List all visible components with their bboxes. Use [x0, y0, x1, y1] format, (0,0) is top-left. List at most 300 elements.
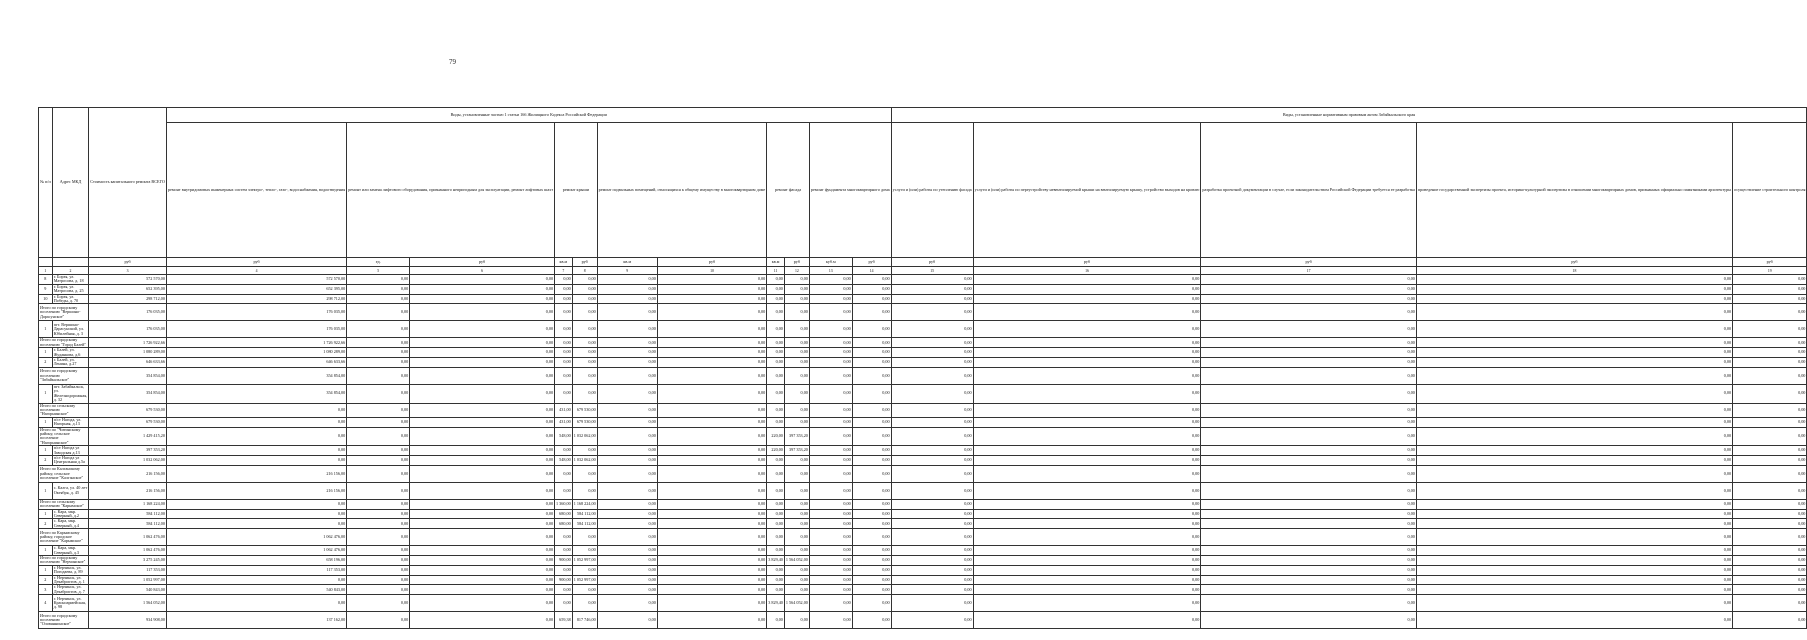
value-cell: 0,00 — [1201, 367, 1417, 384]
value-cell: 0,00 — [572, 384, 597, 403]
value-cell: 0,00 — [891, 384, 973, 403]
value-cell: 0,00 — [767, 565, 785, 575]
value-cell: 0,00 — [784, 519, 809, 529]
value-cell: 216 156,00 — [89, 482, 167, 499]
value-cell: 0,00 — [347, 417, 410, 427]
value-cell: 0,00 — [767, 321, 785, 338]
value-cell: 584 112,00 — [572, 519, 597, 529]
value-cell: 397 353,20 — [784, 446, 809, 456]
value-cell: 0,00 — [347, 294, 410, 304]
table-row — [39, 565, 1807, 575]
value-cell: 0,00 — [1416, 294, 1732, 304]
value-cell: 0,00 — [973, 304, 1201, 321]
table-row — [39, 275, 1807, 285]
value-cell: 298 712,00 — [89, 294, 167, 304]
value-cell: 0,00 — [809, 384, 852, 403]
value-cell: 0,00 — [784, 529, 809, 546]
value-cell: 0,00 — [347, 499, 410, 509]
value-cell: 431,00 — [555, 403, 573, 417]
value-cell: 0,00 — [1416, 304, 1732, 321]
value-cell: 572 570,00 — [166, 275, 346, 285]
unit-cell: руб — [657, 258, 766, 267]
value-cell: 1 062 476,00 — [89, 546, 167, 556]
value-cell: 0,00 — [1416, 427, 1732, 446]
value-cell: 0,00 — [809, 585, 852, 595]
value-cell: 0,00 — [1733, 427, 1807, 446]
value-cell: 0,00 — [657, 384, 766, 403]
value-cell: 0,00 — [784, 284, 809, 294]
subtotal-row — [39, 612, 1807, 629]
value-cell: 0,00 — [657, 519, 766, 529]
value-cell: 397 353,20 — [784, 427, 809, 446]
value-cell: 0,00 — [555, 595, 573, 612]
value-cell: 0,00 — [1201, 612, 1417, 629]
subtotal-label: Итого по городскому поселению "Вершино-Дарасунское" — [39, 304, 89, 321]
value-cell: 0,00 — [657, 348, 766, 358]
value-cell: 0,00 — [410, 417, 555, 427]
value-cell: 0,00 — [891, 417, 973, 427]
group-header-row — [39, 108, 1807, 123]
value-cell: 0,00 — [597, 546, 657, 556]
value-cell: 0,00 — [973, 358, 1201, 368]
value-cell: 1 062 476,00 — [166, 529, 346, 546]
value-cell: 0,00 — [657, 427, 766, 446]
value-cell: 0,00 — [597, 321, 657, 338]
value-cell: 216 156,00 — [89, 465, 167, 482]
value-cell: 0,00 — [852, 358, 891, 368]
value-cell: 0,00 — [1201, 585, 1417, 595]
value-cell: 584 112,00 — [572, 509, 597, 519]
subtotal-row — [39, 367, 1807, 384]
value-cell: 176 035,00 — [89, 304, 167, 321]
value-cell: 0,00 — [410, 367, 555, 384]
table-row — [39, 546, 1807, 556]
column-number-cell: 10 — [657, 267, 766, 275]
table-row — [39, 595, 1807, 612]
value-cell: 0,00 — [1201, 446, 1417, 456]
value-cell: 0,00 — [1201, 499, 1417, 509]
value-cell: 0,00 — [347, 358, 410, 368]
value-cell: 0,00 — [410, 427, 555, 446]
row-number-cell: 9 — [39, 284, 53, 294]
col-header-construction-control: осуществление строительного контроля — [1733, 123, 1807, 258]
value-cell: 0,00 — [572, 546, 597, 556]
value-cell: 0,00 — [347, 556, 410, 566]
value-cell: 0,00 — [891, 499, 973, 509]
value-cell: 0,00 — [809, 509, 852, 519]
value-cell: 0,00 — [347, 384, 410, 403]
value-cell: 0,00 — [852, 509, 891, 519]
column-number-cell: 13 — [809, 267, 852, 275]
value-cell: 900,00 — [555, 556, 573, 566]
value-cell: 0,00 — [891, 529, 973, 546]
value-cell: 0,00 — [852, 595, 891, 612]
column-number-cell: 6 — [410, 267, 555, 275]
value-cell: 658 196,00 — [166, 556, 346, 566]
unit-cell: кв.м — [597, 258, 657, 267]
value-cell: 0,00 — [572, 284, 597, 294]
value-cell: 0,00 — [1201, 403, 1417, 417]
subtotal-label: Итого по Калганскому району, сельское поселение "Калганское" — [39, 465, 89, 482]
value-cell: 431,00 — [555, 417, 573, 427]
value-cell: 0,00 — [784, 338, 809, 348]
address-cell: пгт. Забайкальск, ул. Железнодорожная, д. 32 — [53, 383, 88, 403]
value-cell: 0,00 — [555, 585, 573, 595]
value-cell: 0,00 — [784, 358, 809, 368]
value-cell: 0,00 — [572, 367, 597, 384]
value-cell: 0,00 — [597, 304, 657, 321]
value-cell: 679 530,00 — [572, 403, 597, 417]
value-cell: 0,00 — [767, 338, 785, 348]
subtotal-row — [39, 304, 1807, 321]
value-cell: 0,00 — [784, 546, 809, 556]
row-number-cell: 2 — [39, 519, 53, 529]
value-cell: 0,00 — [347, 612, 410, 629]
value-cell: 0,00 — [347, 529, 410, 546]
value-cell: 0,00 — [891, 321, 973, 338]
value-cell: 1 080 289,00 — [166, 348, 346, 358]
address-cell: г. Борзя, ул. Матросова, д. 18 — [52, 275, 89, 285]
value-cell: 0,00 — [852, 585, 891, 595]
value-cell: 0,00 — [809, 455, 852, 465]
value-cell: 0,00 — [657, 358, 766, 368]
value-cell: 0,00 — [657, 417, 766, 427]
value-cell: 0,00 — [597, 585, 657, 595]
value-cell: 934 908,00 — [89, 612, 167, 629]
value-cell: 0,00 — [1416, 546, 1732, 556]
value-cell: 0,00 — [572, 529, 597, 546]
value-cell: 0,00 — [1733, 348, 1807, 358]
value-cell: 0,00 — [657, 529, 766, 546]
value-cell: 0,00 — [852, 612, 891, 629]
value-cell: 1 429 415,20 — [89, 427, 167, 446]
value-cell: 216 156,00 — [166, 465, 346, 482]
address-cell: п/ст Нагода ул Заводская д.13 — [52, 446, 89, 456]
value-cell: 0,00 — [1733, 455, 1807, 465]
value-cell: 0,00 — [973, 294, 1201, 304]
value-cell: 0,00 — [555, 321, 573, 338]
value-cell: 0,00 — [597, 509, 657, 519]
value-cell: 0,00 — [347, 455, 410, 465]
value-cell: 0,00 — [597, 612, 657, 629]
value-cell: 0,00 — [973, 595, 1201, 612]
value-cell: 0,00 — [767, 348, 785, 358]
value-cell: 0,00 — [410, 575, 555, 585]
value-cell: 0,00 — [973, 338, 1201, 348]
value-cell: 0,00 — [767, 509, 785, 519]
value-cell: 0,00 — [852, 294, 891, 304]
value-cell: 0,00 — [555, 338, 573, 348]
value-cell: 0,00 — [410, 465, 555, 482]
value-cell: 0,00 — [1416, 348, 1732, 358]
subtotal-row — [39, 499, 1807, 509]
table-row — [39, 358, 1807, 368]
value-cell: 0,00 — [597, 367, 657, 384]
subtotal-label: Итого по городскому поселению "Нерчинское" — [39, 556, 89, 566]
address-cell: г. Нерчинск, ул. Погодаева, д. 89 — [52, 565, 89, 575]
column-header-row — [39, 123, 1807, 258]
value-cell: 0,00 — [1201, 358, 1417, 368]
value-cell: 0,00 — [809, 546, 852, 556]
value-cell: 0,00 — [809, 595, 852, 612]
value-cell: 0,00 — [657, 585, 766, 595]
unit-cell: кв.м — [555, 258, 573, 267]
value-cell: 0,00 — [597, 403, 657, 417]
value-cell: 0,00 — [1733, 284, 1807, 294]
value-cell: 0,00 — [657, 338, 766, 348]
value-cell: 0,00 — [347, 367, 410, 384]
value-cell: 220,00 — [767, 427, 785, 446]
capital-repair-table-container — [38, 107, 1807, 629]
subtotal-label: Итого по городскому поселению "Город Балей" — [39, 338, 89, 348]
col-header-total-cost: Стоимость капитального ремонта ВСЕГО — [89, 108, 167, 258]
value-cell: 0,00 — [784, 304, 809, 321]
value-cell: 679 530,00 — [89, 417, 167, 427]
value-cell: 0,00 — [555, 348, 573, 358]
value-cell: 0,00 — [852, 275, 891, 285]
value-cell: 0,00 — [1733, 595, 1807, 612]
value-cell: 0,00 — [809, 529, 852, 546]
value-cell: 0,00 — [852, 446, 891, 456]
value-cell: 0,00 — [597, 348, 657, 358]
value-cell: 298 712,00 — [166, 294, 346, 304]
col-header-facade: ремонт фасада — [767, 123, 810, 258]
value-cell: 584 112,00 — [89, 509, 167, 519]
value-cell: 0,00 — [1733, 612, 1807, 629]
value-cell: 0,00 — [166, 417, 346, 427]
column-number-cell: 19 — [1733, 267, 1807, 275]
value-cell: 0,00 — [410, 529, 555, 546]
value-cell: 0,00 — [767, 482, 785, 499]
value-cell: 0,00 — [597, 384, 657, 403]
value-cell: 0,00 — [347, 482, 410, 499]
address-cell: п/ст Нагода, ул. Нагорная, д.13 — [52, 417, 89, 427]
value-cell: 0,00 — [166, 403, 346, 417]
value-cell: 0,00 — [767, 284, 785, 294]
subtotal-label: Итого по сельскому поселению "Нагорнинское" — [39, 403, 89, 417]
value-cell: 652 395,00 — [166, 284, 346, 294]
value-cell: 0,00 — [1733, 294, 1807, 304]
unit-cell: руб — [1733, 258, 1807, 267]
value-cell: 0,00 — [767, 519, 785, 529]
value-cell: 0,00 — [597, 519, 657, 529]
row-number-cell: 2 — [39, 575, 53, 585]
value-cell: 0,00 — [597, 446, 657, 456]
value-cell: 0,00 — [1733, 585, 1807, 595]
value-cell: 0,00 — [555, 446, 573, 456]
value-cell: 0,00 — [973, 519, 1201, 529]
table-row — [39, 455, 1807, 465]
value-cell: 0,00 — [809, 417, 852, 427]
value-cell: 0,00 — [347, 565, 410, 575]
value-cell: 0,00 — [852, 367, 891, 384]
value-cell: 540 843,00 — [166, 585, 346, 595]
value-cell: 0,00 — [572, 446, 597, 456]
value-cell: 0,00 — [891, 565, 973, 575]
row-number-cell: 4 — [39, 595, 53, 612]
value-cell: 0,00 — [809, 612, 852, 629]
value-cell: 0,00 — [973, 556, 1201, 566]
value-cell: 0,00 — [852, 384, 891, 403]
value-cell: 0,00 — [410, 403, 555, 417]
row-number-cell: 1 — [39, 482, 53, 499]
value-cell: 0,00 — [657, 367, 766, 384]
row-number-cell: 10 — [39, 294, 53, 304]
value-cell: 3 275 245,00 — [89, 556, 167, 566]
value-cell: 1 052 997,00 — [572, 556, 597, 566]
value-cell: 0,00 — [809, 403, 852, 417]
col-header-elevators: ремонт или замена лифтового оборудования, признанного непригодным для эксплуатации, ремонт лифтовых шахт — [347, 123, 555, 258]
value-cell: 0,00 — [597, 529, 657, 546]
unit-cell: ед. — [347, 258, 410, 267]
value-cell: 0,00 — [597, 427, 657, 446]
value-cell: 0,00 — [657, 499, 766, 509]
value-cell: 0,00 — [1733, 556, 1807, 566]
value-cell: 0,00 — [555, 367, 573, 384]
column-number-cell: 8 — [572, 267, 597, 275]
value-cell: 1 726 922,66 — [166, 338, 346, 348]
value-cell: 0,00 — [1201, 321, 1417, 338]
value-cell: 0,00 — [767, 403, 785, 417]
value-cell: 0,00 — [1416, 482, 1732, 499]
value-cell: 0,00 — [166, 499, 346, 509]
column-number-cell: 7 — [555, 267, 573, 275]
value-cell: 0,00 — [767, 358, 785, 368]
address-cell: г. Нерчинск, ул. Декабристов, д. 7 — [52, 585, 89, 595]
value-cell: 0,00 — [1733, 338, 1807, 348]
value-cell: 397 353,20 — [89, 446, 167, 456]
value-cell: 0,00 — [657, 556, 766, 566]
value-cell: 0,00 — [1416, 565, 1732, 575]
value-cell: 0,00 — [597, 482, 657, 499]
value-cell: 0,00 — [809, 556, 852, 566]
value-cell: 0,00 — [1733, 304, 1807, 321]
value-cell: 0,00 — [1201, 482, 1417, 499]
table-row — [39, 294, 1807, 304]
value-cell: 0,00 — [1416, 384, 1732, 403]
row-number-cell: 1 — [39, 348, 53, 358]
value-cell: 0,00 — [852, 417, 891, 427]
value-cell: 0,00 — [767, 465, 785, 482]
value-cell: 0,00 — [891, 348, 973, 358]
address-cell: пгт. Вершино-Дарасунский, ул. Юбилейная, д. 3 — [52, 321, 89, 338]
value-cell: 0,00 — [809, 358, 852, 368]
value-cell: 0,00 — [347, 403, 410, 417]
value-cell: 0,00 — [767, 529, 785, 546]
value-cell: 0,00 — [166, 509, 346, 519]
value-cell: 0,00 — [852, 575, 891, 585]
value-cell: 216 156,00 — [166, 482, 346, 499]
table-row — [39, 284, 1807, 294]
value-cell: 0,00 — [784, 384, 809, 403]
value-cell: 0,00 — [767, 384, 785, 403]
value-cell: 646 633,66 — [166, 358, 346, 368]
value-cell: 0,00 — [410, 595, 555, 612]
unit-cell: куб.м — [809, 258, 852, 267]
value-cell: 0,00 — [410, 482, 555, 499]
value-cell: 0,00 — [1201, 565, 1417, 575]
value-cell: 0,00 — [166, 519, 346, 529]
value-cell: 0,00 — [973, 455, 1201, 465]
group-header-federal: Виды, установленные частью 1 статьи 166 Жилищного Кодекса Российской Федерации — [166, 108, 891, 123]
value-cell: 0,00 — [1416, 275, 1732, 285]
value-cell: 0,00 — [891, 595, 973, 612]
value-cell: 0,00 — [657, 612, 766, 629]
value-cell: 0,00 — [657, 575, 766, 585]
value-cell: 1 062 476,00 — [89, 529, 167, 546]
table-row — [39, 585, 1807, 595]
row-number-cell: 1 — [39, 384, 53, 403]
table-row — [39, 417, 1807, 427]
value-cell: 0,00 — [852, 321, 891, 338]
value-cell: 0,00 — [1201, 455, 1417, 465]
value-cell: 0,00 — [572, 275, 597, 285]
value-cell: 0,00 — [973, 275, 1201, 285]
value-cell: 0,00 — [784, 455, 809, 465]
value-cell: 0,00 — [410, 348, 555, 358]
address-cell: г. Нерчинск, ул. Декабристов, д. 1 — [52, 575, 89, 585]
value-cell: 0,00 — [767, 585, 785, 595]
subtotal-row — [39, 338, 1807, 348]
value-cell: 540 843,00 — [89, 585, 167, 595]
value-cell: 0,00 — [555, 275, 573, 285]
value-cell: 0,00 — [767, 304, 785, 321]
unit-cell: руб — [572, 258, 597, 267]
value-cell: 1 032 062,00 — [89, 455, 167, 465]
value-cell: 0,00 — [1733, 529, 1807, 546]
value-cell: 0,00 — [973, 427, 1201, 446]
value-cell: 0,00 — [572, 321, 597, 338]
value-cell: 0,00 — [809, 348, 852, 358]
value-cell: 0,00 — [973, 367, 1201, 384]
col-header-engineering-systems: ремонт внутридомовых инженерных систем электро-, тепло-, газо-, водоснабжения, водоотведения — [166, 123, 346, 258]
value-cell: 0,00 — [891, 338, 973, 348]
value-cell: 0,00 — [410, 455, 555, 465]
value-cell: 0,00 — [809, 519, 852, 529]
value-cell: 117 353,00 — [89, 565, 167, 575]
row-number-cell: 1 — [39, 546, 53, 556]
subtotal-label: Итого по городскому поселению "Оловяннинское" — [39, 612, 89, 629]
value-cell: 1 564 052,00 — [89, 595, 167, 612]
unit-cell: руб — [1201, 258, 1417, 267]
value-cell: 0,00 — [852, 546, 891, 556]
value-cell: 0,00 — [555, 565, 573, 575]
column-number-cell: 2 — [52, 267, 89, 275]
value-cell: 0,00 — [410, 509, 555, 519]
value-cell: 0,00 — [1733, 367, 1807, 384]
value-cell: 0,00 — [572, 465, 597, 482]
value-cell: 0,00 — [1416, 455, 1732, 465]
value-cell: 0,00 — [809, 275, 852, 285]
value-cell: 0,00 — [1416, 338, 1732, 348]
value-cell: 0,00 — [809, 321, 852, 338]
value-cell: 680,00 — [555, 509, 573, 519]
value-cell: 0,00 — [597, 565, 657, 575]
value-cell: 3 829,40 — [767, 595, 785, 612]
value-cell: 0,00 — [852, 482, 891, 499]
value-cell: 0,00 — [410, 321, 555, 338]
table-row — [39, 519, 1807, 529]
value-cell: 0,00 — [784, 294, 809, 304]
value-cell: 354 854,00 — [166, 367, 346, 384]
value-cell: 0,00 — [973, 446, 1201, 456]
value-cell: 0,00 — [1201, 529, 1417, 546]
table-row — [39, 509, 1807, 519]
value-cell: 0,00 — [555, 358, 573, 368]
value-cell: 0,00 — [973, 565, 1201, 575]
value-cell: 0,00 — [767, 294, 785, 304]
value-cell: 0,00 — [597, 338, 657, 348]
